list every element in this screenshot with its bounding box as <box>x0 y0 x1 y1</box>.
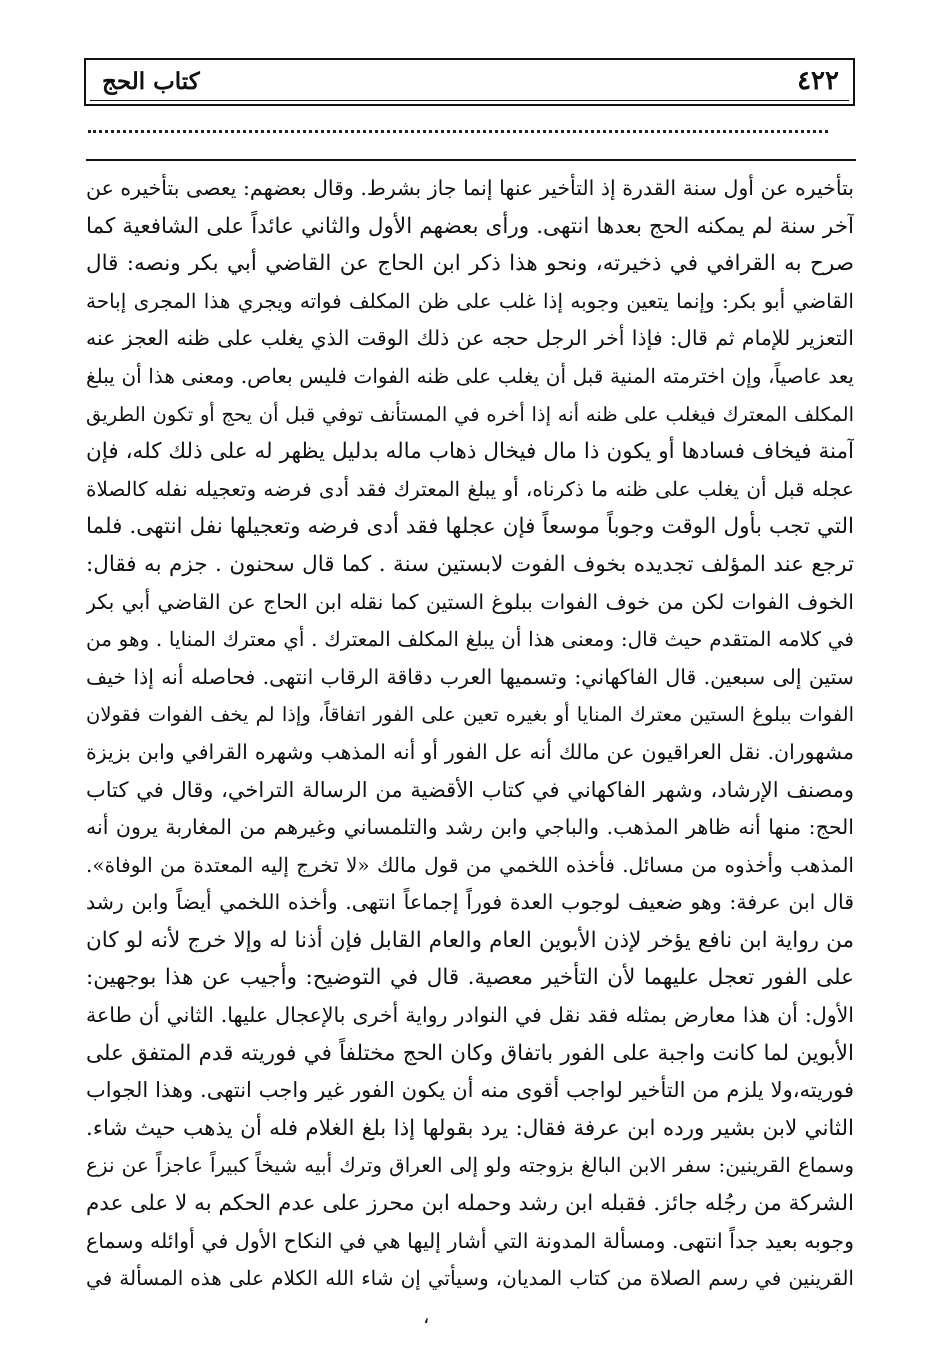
text-line: مشهوران. نقل العراقيون عن مالك أنه عل الفور أو أنه المذهب وشهره القرافي وابن بزيزة <box>86 739 854 764</box>
text-line: فوريته،ولا يلزم من التأخير لواجب أقوى منه أن يكون الفور غير واجب انتهى. وهذا الجواب <box>86 1078 854 1103</box>
book-title: كتاب الحج <box>102 68 200 95</box>
page-number: ٤٢٢ <box>797 66 839 96</box>
running-header <box>84 58 855 106</box>
text-line: وجوبه بعيد جداً انتهى. ومسألة المدونة التي أشار إليها هي في النكاح الأول في أوائله وسماع <box>86 1228 854 1253</box>
catchword-mark: ، <box>423 1304 430 1328</box>
text-line: قال ابن عرفة: وهو ضعيف لوجوب العدة فوراً إجماعاً انتهى. وأخذه اللخمي أيضاً وابن رشد <box>86 890 854 915</box>
text-line: الأبوين لما كانت واجبة على الفور باتفاق وكان الحج مختلفاً في فوريته قدم المتفق على <box>86 1040 854 1066</box>
text-line: يعد عاصياً، وإن اخترمته المنية قبل أن يغلب على ظنه الفوات فليس بعاص. ومعنى هذا أن يبلغ <box>86 363 854 388</box>
text-line: بتأخيره عن أول سنة القدرة إذ التأخير عنها إنما جاز بشرط. وقال بعضهم: يعصى بتأخيره عن <box>86 176 854 200</box>
text-line: على الفور تعجل عليهما لأن التأخير معصية. قال في التوضيح: وأجيب عن هذا بوجهين: <box>86 965 854 991</box>
text-line: الخوف الفوات لكن من خوف الفوات ببلوغ الستين كما نقله ابن الحاج عن القاضي أبي بكر <box>86 589 854 614</box>
text-line: ترجع عند المؤلف تجديده بخوف الفوت لابستين سنة . كما قال سحنون . جزم به فقال: <box>86 551 854 577</box>
text-line: الثاني لابن بشير ورده ابن عرفة فقال: يرد بقولها إذا بلغ الغلام فله أن يذهب حيث شاء. <box>86 1115 854 1141</box>
text-line: الفوات ببلوغ الستين معترك المنايا أو بغيره تعين على الفور اتفاقاً، وإذا لم يخف الفوات فقولان <box>86 703 854 727</box>
text-line: القرينين في رسم الصلاة من كتاب المديان، وسيأتي إن شاء الله الكلام على هذه المسألة في <box>86 1266 854 1291</box>
text-line: الأول: أن هذا معارض بمثله فقد نقل في النوادر رواية أخرى بالإعجال عليها. الثاني أن طاعة <box>86 1003 854 1028</box>
body-text <box>86 170 854 1298</box>
text-line: التي تجب بأول الوقت وجوباً موسعاً فإن عجلها فقد أدى فرضه وتعجيلها نفل انتهى. فلما <box>86 514 854 540</box>
text-line: التعزير للإمام ثم قال: فإذا أخر الرجل حجه عن ذلك الوقت الذي يغلب على ظنه العجز عنه <box>86 326 854 351</box>
text-line: الشركة من رجُله جائز. فقبله ابن رشد وحمله ابن محرز على عدم الحكم به لا على عدم <box>86 1191 854 1217</box>
text-line: آخر سنة لم يمكنه الحج بعدها انتهى. ورأى بعضهم الأول والثاني عائداً على الشافعية كما <box>86 213 854 239</box>
text-line: آمنة فيخاف فسادها أو يكون ذا مال فيخال ذهاب ماله بدليل يظهر له على ذلك كله، فإن <box>86 439 854 465</box>
text-line: في كلامه المتقدم حيث قال: ومعنى هذا أن يبلغ المكلف المعترك . أي معترك المنايا . وهو من <box>86 627 854 652</box>
dotted-separator <box>88 130 828 133</box>
text-line: وسماع القرينين: سفر الابن البالغ بزوجته ولو إلى العراق وترك أبيه شيخاً كبيراً عاجزاً عن نزع <box>86 1153 854 1178</box>
text-line: صرح به القرافي في ذخيرته، ونحو هذا ذكر ابن الحاج عن القاضي أبي بكر ونصه: قال <box>86 251 854 277</box>
solid-separator <box>86 159 856 161</box>
text-line: من رواية ابن نافع يؤخر لإذن الأبوين العام والعام القابل فإن أذنا له وإلا خرج لأنه لو كان <box>86 927 854 953</box>
text-line: المكلف المعترك فيغلب على ظنه أنه إذا أخره في المستأنف توفي قبل أن يحج أو تكون الطريق <box>86 402 854 426</box>
text-line: المذهب وأخذوه من مسائل. فأخذه اللخمي من قول مالك «لا تخرج إليه المعتدة من الوفاة». <box>86 852 854 877</box>
header-inner-rule <box>90 100 849 101</box>
text-line: القاضي أبو بكر: وإنما يتعين وجوبه إذا غلب على ظن المكلف فواته ويجري هذا المجرى إباحة <box>86 288 854 313</box>
text-line: ومصنف الإرشاد، وشهر الفاكهاني في كتاب الأقضية من الرسالة التراخي، وقال في كتاب <box>86 777 854 802</box>
text-line: ستين إلى سبعين. قال الفاكهاني: وتسميها العرب دقاقة الرقاب انتهى. فحاصله أنه إذا خيف <box>86 664 854 689</box>
text-line: عجله قبل أن يغلب على ظنه ما ذكرناه، أو يبلغ المعترك فقد أدى فرضه وتعجيله نفله كالصلاة <box>86 476 854 501</box>
text-line: الحج: منها أنه ظاهر المذهب. والباجي وابن رشد والتلمساني وغيرهم من المغاربة يرون أنه <box>86 815 854 840</box>
